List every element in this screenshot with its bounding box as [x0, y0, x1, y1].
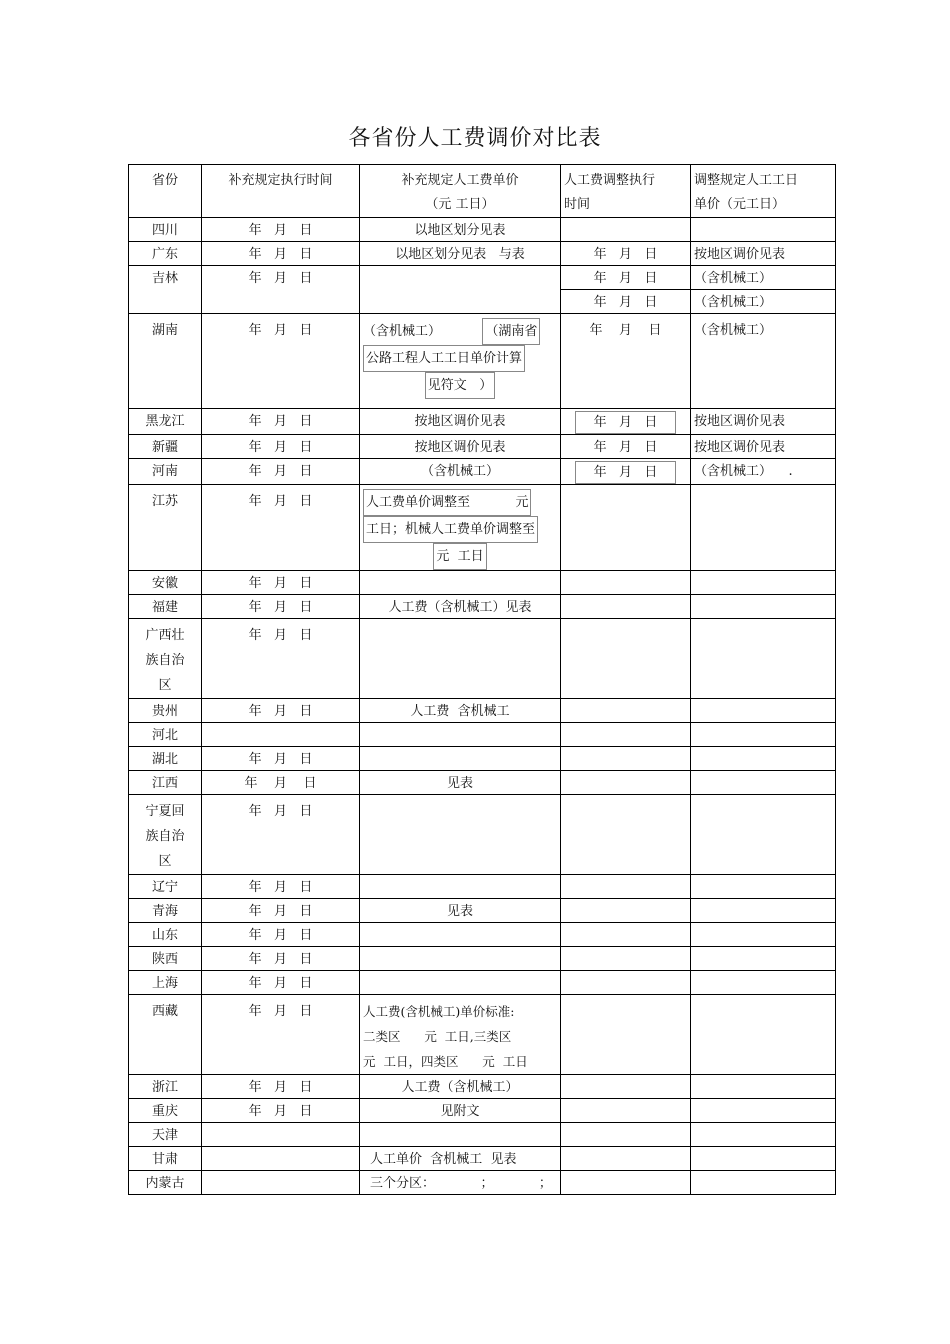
table-row: 天津	[129, 1123, 836, 1147]
table-row: 河北	[129, 723, 836, 747]
table-row: 安徽 年 月 日	[129, 571, 836, 595]
table-row: 内蒙古 三个分区： ； ；	[129, 1171, 836, 1195]
table-row: 湖北 年 月 日	[129, 747, 836, 771]
table-row: 年 月 日 （含机械工）	[129, 290, 836, 314]
table-row: 山东 年 月 日	[129, 923, 836, 947]
table-row: 江苏 年 月 日 人工费单价调整至 元 工日；机械人工费单价调整至 元 工日	[129, 485, 836, 571]
table-row: 贵州 年 月 日 人工费 含机械工	[129, 699, 836, 723]
table-row: 新疆 年 月 日 按地区调价见表 年 月 日 按地区调价见表	[129, 435, 836, 459]
table-row: 广西壮 族自治 区 年 月 日	[129, 619, 836, 699]
table-row: 宁夏回 族自治 区 年 月 日	[129, 795, 836, 875]
header-supp-time: 补充规定执行时间	[202, 165, 360, 218]
page-title: 各省份人工费调价对比表	[348, 126, 602, 151]
header-adj-price: 调整规定人工工日 单价（元工日）	[691, 165, 836, 218]
table-row: 湖南 年 月 日 （含机械工） （湖南省 公路工程人工工日单价计算 见符文 ） 年 月 日 （含机械工）	[129, 314, 836, 409]
table-row: 浙江 年 月 日 人工费（含机械工）	[129, 1075, 836, 1099]
table-row: 上海 年 月 日	[129, 971, 836, 995]
table-row: 西藏 年 月 日 人工费(含机械工)单价标准: 二类区 元 工日,三类区 元 工日，四类区 元 工日	[129, 995, 836, 1075]
table-row: 辽宁 年 月 日	[129, 875, 836, 899]
table-row: 陕西 年 月 日	[129, 947, 836, 971]
header-province: 省份	[129, 165, 202, 218]
table-row: 河南 年 月 日 （含机械工） 年 月 日 （含机械工） .	[129, 459, 836, 485]
table-row: 黑龙江 年 月 日 按地区调价见表 年 月 日 按地区调价见表	[129, 409, 836, 435]
table-row: 重庆 年 月 日 见附文	[129, 1099, 836, 1123]
table-row: 四川 年 月 日 以地区划分见表	[129, 218, 836, 242]
header-adj-time: 人工费调整执行 时间	[561, 165, 691, 218]
table-row: 甘肃 人工单价 含机械工 见表	[129, 1147, 836, 1171]
header-supp-price: 补充规定人工费单价 （元 工日）	[360, 165, 561, 218]
table-row: 江西 年 月 日 见表	[129, 771, 836, 795]
table-row: 吉林 年 月 日 年 月 日 （含机械工）	[129, 266, 836, 290]
table-row: 广东 年 月 日 以地区划分见表 与表 年 月 日 按地区调价见表	[129, 242, 836, 266]
header-row	[129, 165, 836, 218]
price-comparison-table	[128, 164, 836, 1195]
table-row: 青海 年 月 日 见表	[129, 899, 836, 923]
table-row: 福建 年 月 日 人工费（含机械工）见表	[129, 595, 836, 619]
